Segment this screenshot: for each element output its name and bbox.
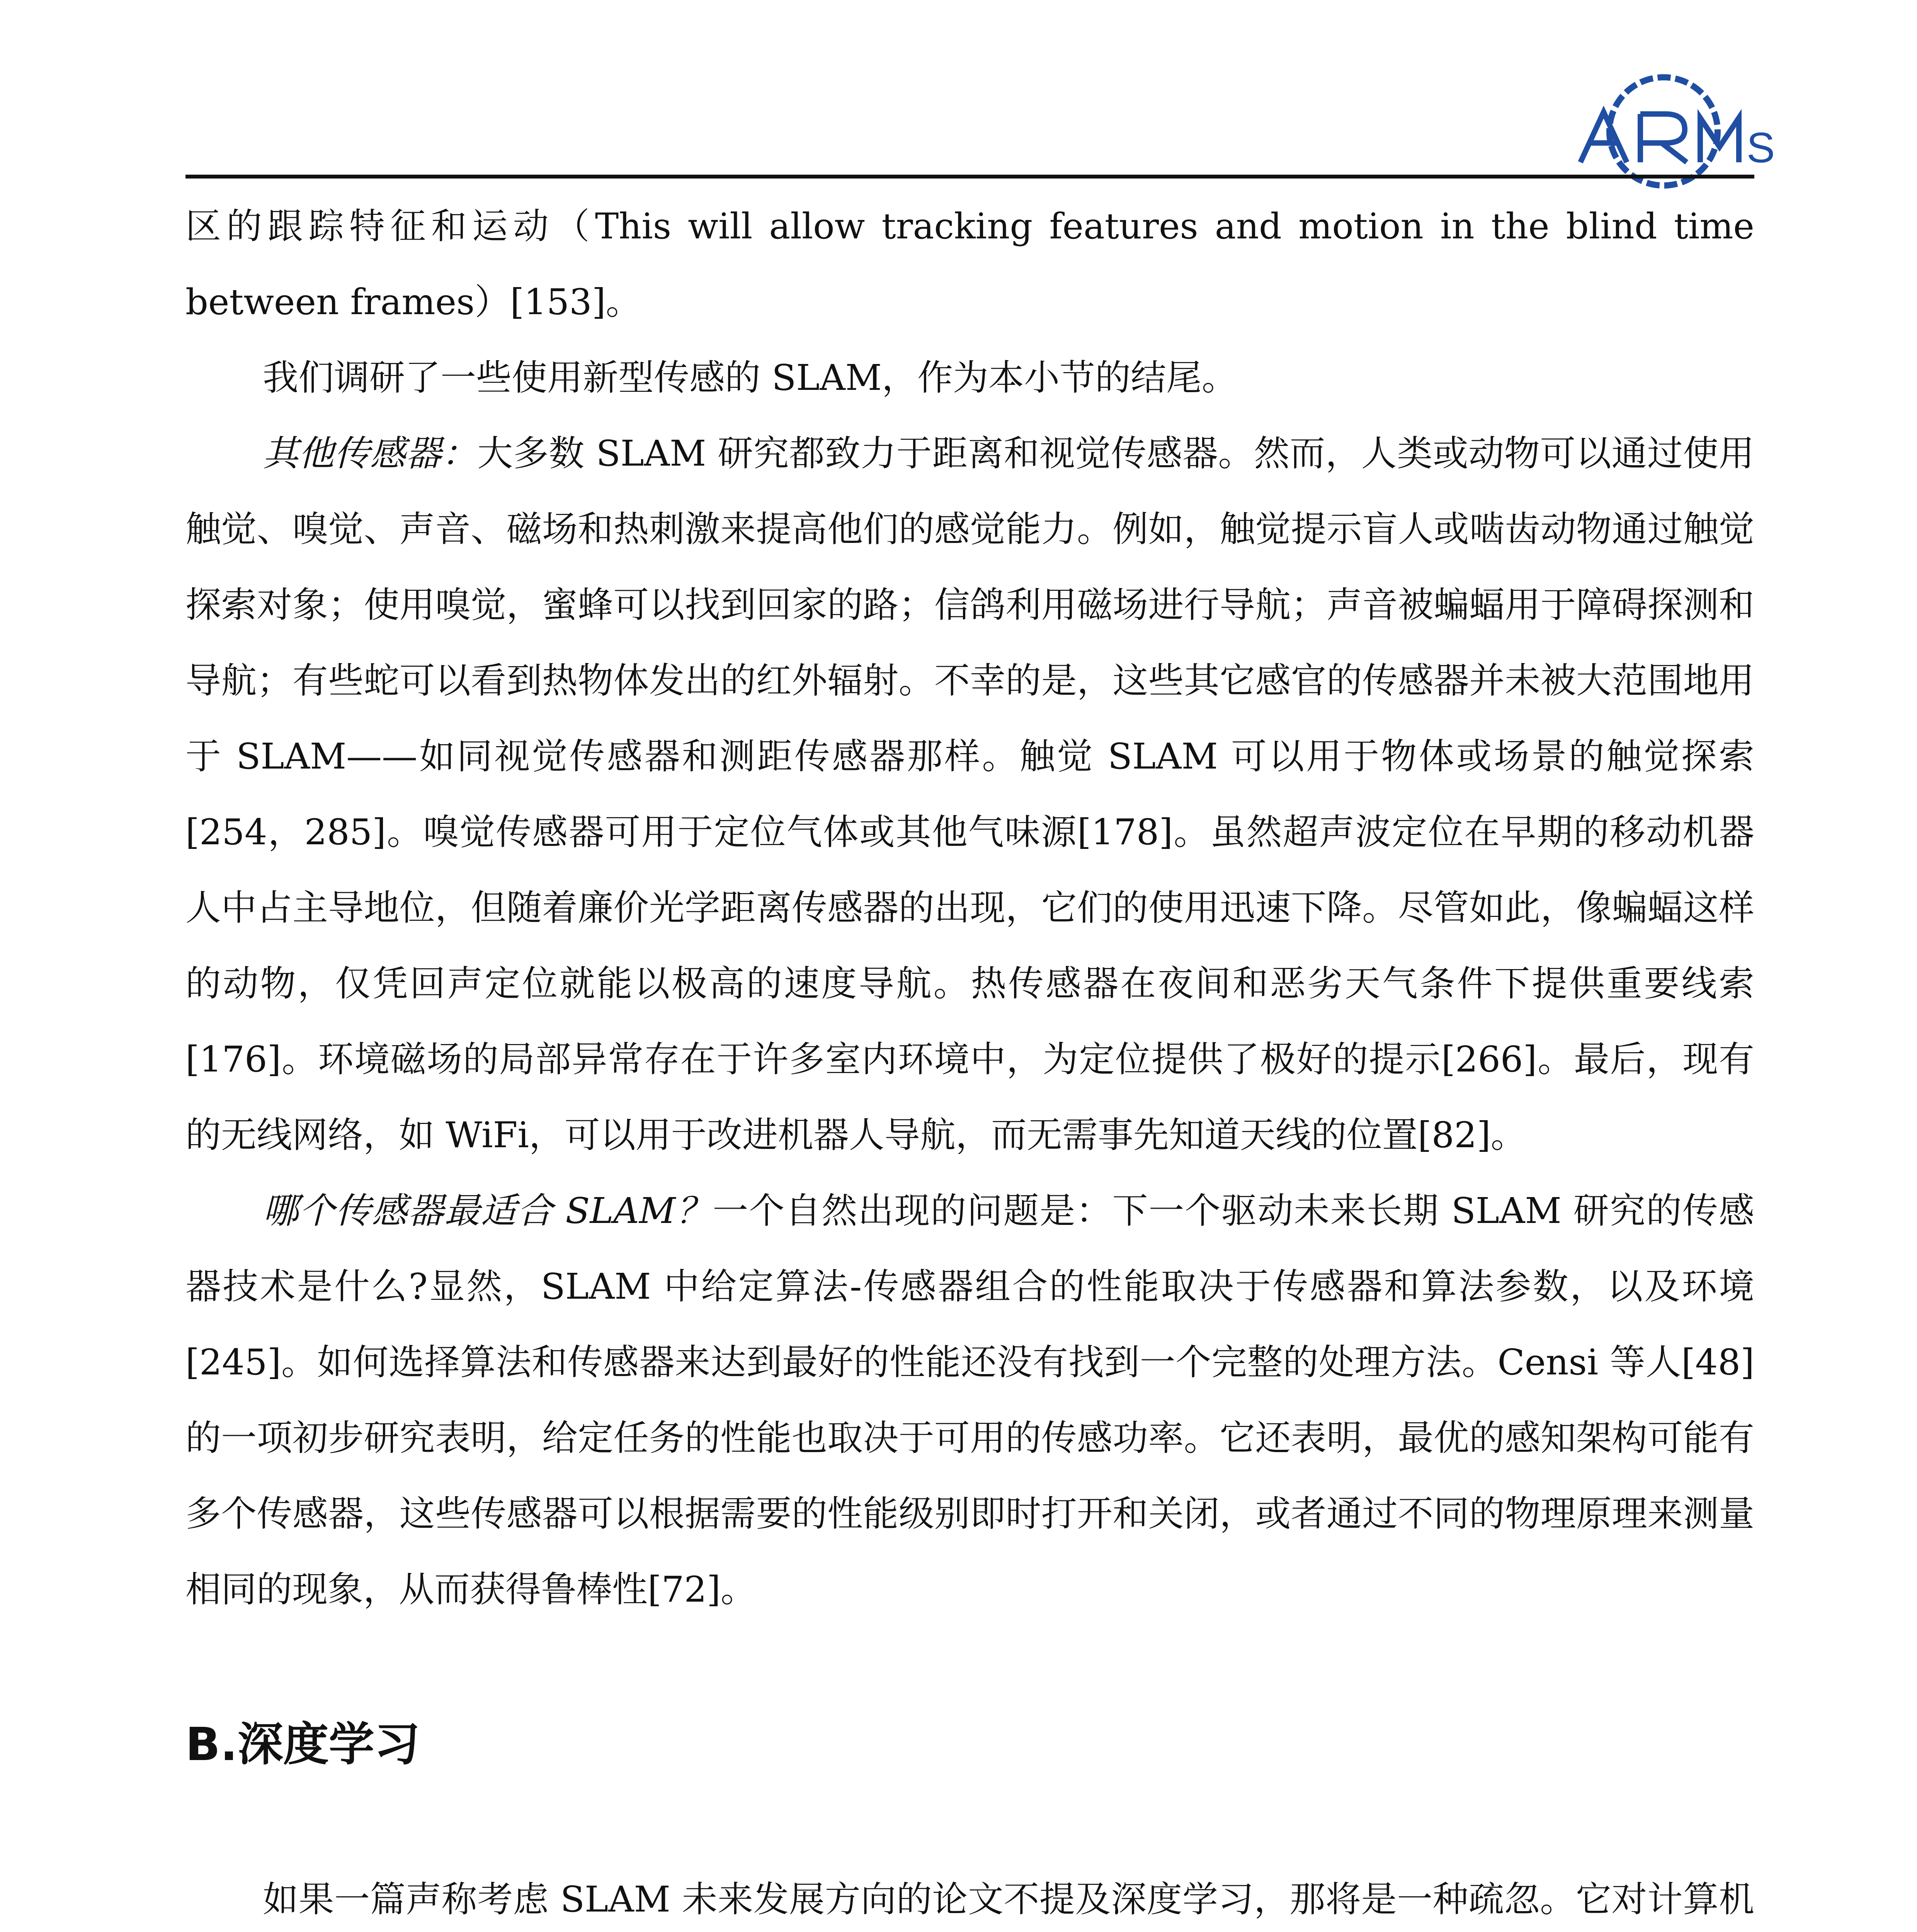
paragraph-3 [185, 416, 1754, 1173]
paragraph-3-text: 大多数 SLAM 研究都致力于距离和视觉传感器。然而，人类或动物可以通过使用触觉、嗅觉、声音、磁场和热刺激来提高他们的感觉能力。例如，触觉提示盲人或啮齿动物通过触觉探索对象；使用嗅觉，蜜蜂可以找到回家的路；信鸽利用磁场进行导航；声音被蝙蝠用于障碍探测和导航；有些蛇可以看到热物体发出的红外辐射。不幸的是，这些其它感官的传感器并未被大范围地用于 SLAM——如同视觉传感器和测距传感器那样。触觉 SLAM 可以用于物体或场景的触觉探索[254，285]。嗅觉传感器可用于定位气体或其他气味源[178]。虽然超声波定位在早期的移动机器人中占主导地位，但随着廉价光学距离传感器的出现，它们的使用迅速下降。尽管如此，像蝙蝠这样的动物，仅凭回声定位就能以极高的速度导航。热传感器在夜间和恶劣天气条件下提供重要线索[176]。环境磁场的局部异常存在于许多室内环境中，为定位提供了极好的提示[266]。最后，现有的无线网络，如 WiFi，可以用于改进机器人导航，而无需事先知道天线的位置[82]。 [185, 433, 1754, 1156]
arms-logo [1530, 66, 1775, 182]
paragraph-5-text: 如果一篇声称考虑 SLAM 未来发展方向的论文不提及深度学习，那将是一种疏忽。它对计算机 [263, 1879, 1754, 1920]
arms-logo-s: S [1747, 124, 1775, 172]
paragraph-4 [185, 1173, 1754, 1628]
header-rule [185, 175, 1754, 179]
paragraph-4-text: 一个自然出现的问题是：下一个驱动未来长期 SLAM 研究的传感器技术是什么?显然，SLAM 中给定算法-传感器组合的性能取决于传感器和算法参数，以及环境[245]。如何选择算法和传感器来达到最好的性能还没有找到一个完整的处理方法。Censi 等人[48]的一项初步研究表明，给定任务的性能也取决于可用的传感功率。它还表明，最优的感知架构可能有多个传感器，这些传感器可以根据需要的性能级别即时打开和关闭，或者通过不同的物理原理来测量相同的现象，从而获得鲁棒性[72]。 [185, 1190, 1754, 1610]
paragraph-2-text: 我们调研了一些使用新型传感的 SLAM，作为本小节的结尾。 [263, 357, 1238, 398]
paragraph-3-lead: 其他传感器： [263, 433, 478, 474]
paragraph-4-lead: 哪个传感器最适合 SLAM？ [263, 1190, 713, 1231]
arms-logo-graphic [1530, 66, 1775, 182]
paragraph-1 [185, 189, 1754, 340]
section-heading: B.深度学习 [185, 1718, 420, 1771]
paragraph-1-text: 区的跟踪特征和运动（This will allow tracking features and motion in the blind time between frames）[153]。 [185, 206, 1754, 323]
paragraph-5 [185, 1862, 1754, 1932]
page-content [185, 189, 1754, 1932]
paragraph-2 [185, 340, 1754, 416]
